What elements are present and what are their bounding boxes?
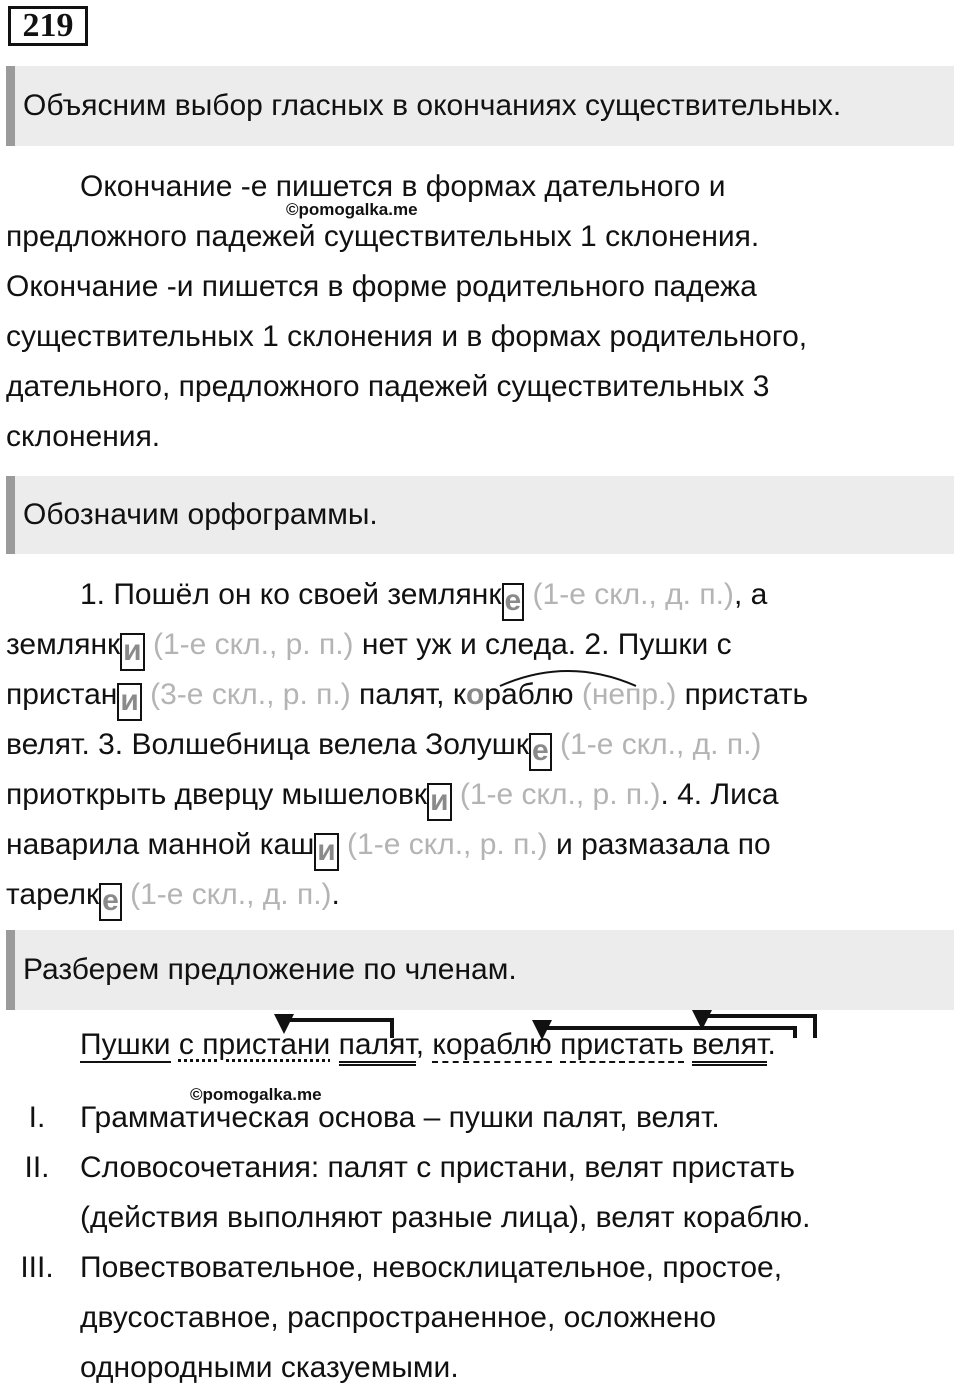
ending-box: е xyxy=(502,583,525,621)
paragraph-line: существительных 1 склонения и в формах родительного, xyxy=(6,320,808,353)
adverbial: с пристани xyxy=(178,1028,331,1061)
root-arc xyxy=(500,671,636,686)
exercise-line: тарелк е (1-е скл., д. п.). xyxy=(6,870,936,921)
object: пристать xyxy=(560,1028,684,1061)
ending-box: е xyxy=(99,883,122,921)
section-title: Объясним выбор гласных в окончаниях существительных. xyxy=(23,89,842,122)
task-number: 219 xyxy=(8,6,88,46)
watermark: ©pomogalka.me xyxy=(286,200,418,219)
ending-box: и xyxy=(427,783,451,821)
ending-box: и xyxy=(117,683,141,721)
object: кораблю xyxy=(432,1028,552,1061)
predicate: палят xyxy=(339,1028,416,1066)
ending-box: и xyxy=(314,833,338,871)
predicate: велят xyxy=(692,1028,767,1066)
ending-box: е xyxy=(529,733,552,771)
unverifiable-vowel: о xyxy=(465,678,485,711)
exercise-line: велят. 3. Волшебница велела Золушк е (1-е скл., д. п.) xyxy=(6,720,936,771)
paragraph-line: Окончание -и пишется в форме родительного падежа xyxy=(6,270,757,303)
exercise-line: землянк и (1-е скл., р. п.) нет уж и следа. 2. Пушки с xyxy=(6,620,936,671)
exercise-line: пристан и (3-е скл., р. п.) палят, кораблю (непр.) пристать xyxy=(6,670,936,721)
parsed-sentence: Пушки с пристани палят, кораблю пристать велят. xyxy=(80,1028,776,1062)
paragraph-line: предложного падежей существительных 1 склонения. xyxy=(6,220,760,253)
ending-box: и xyxy=(120,633,144,671)
section-title: Обозначим орфограммы. xyxy=(23,498,378,531)
dependency-arrow xyxy=(284,1020,392,1038)
exercise-line: приоткрыть дверцу мышеловк и (1-е скл., р. п.). 4. Лиса xyxy=(6,770,936,821)
exercise-line: 1. Пошёл он ко своей землянк е (1-е скл., д. п.), а xyxy=(6,570,960,621)
section-title: Разберем предложение по членам. xyxy=(23,953,517,986)
paragraph-line: Окончание -е пишется в формах дательного и xyxy=(80,170,726,203)
paragraph-line: склонения. xyxy=(6,420,161,453)
subject: Пушки xyxy=(80,1028,171,1061)
dependency-arrow xyxy=(542,1028,795,1038)
watermark: ©pomogalka.me xyxy=(190,1085,322,1104)
paragraph-line: дательного, предложного падежей существительных 3 xyxy=(6,370,770,403)
exercise-line: наварила манной каш и (1-е скл., р. п.) и размазала по xyxy=(6,820,936,871)
